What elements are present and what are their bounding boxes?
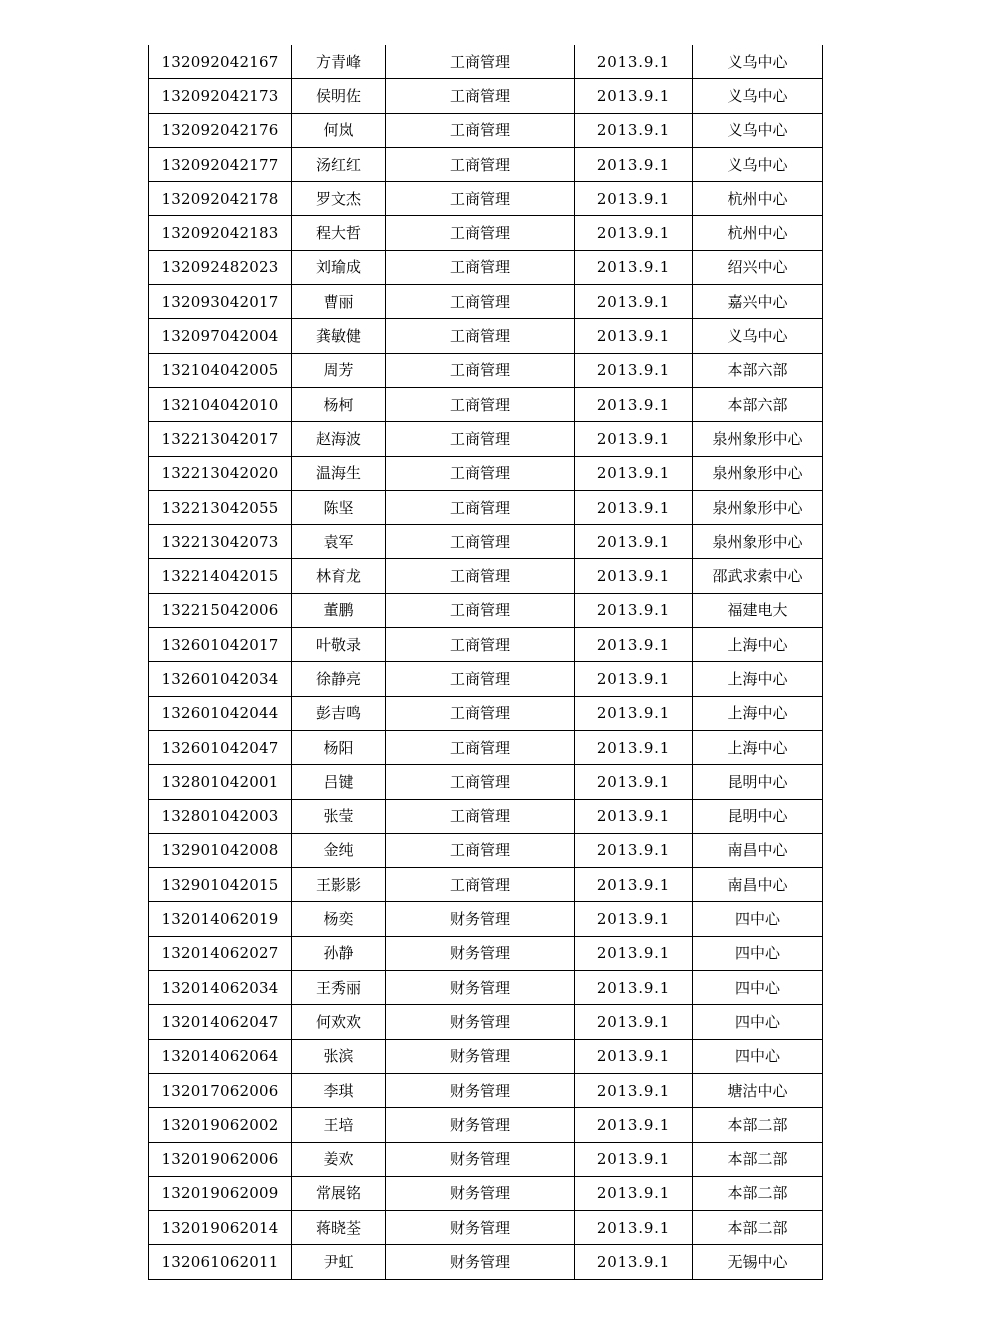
major-cell: 工商管理	[386, 799, 575, 833]
enrollment-date-cell: 2013.9.1	[575, 1073, 693, 1107]
student-id-cell: 132014062027	[149, 936, 292, 970]
student-roster-table	[148, 45, 823, 1280]
table-row	[149, 525, 823, 559]
table-row	[149, 387, 823, 421]
student-name-cell: 温海生	[292, 456, 386, 490]
student-name-cell: 方青峰	[292, 45, 386, 79]
enrollment-date-cell: 2013.9.1	[575, 696, 693, 730]
student-name-cell: 杨奕	[292, 902, 386, 936]
table-row	[149, 456, 823, 490]
study-center-cell: 四中心	[693, 936, 823, 970]
table-row	[149, 250, 823, 284]
student-id-cell: 132097042004	[149, 319, 292, 353]
major-cell: 财务管理	[386, 1005, 575, 1039]
major-cell: 工商管理	[386, 216, 575, 250]
study-center-cell: 泉州象形中心	[693, 490, 823, 524]
student-name-cell: 金纯	[292, 833, 386, 867]
enrollment-date-cell: 2013.9.1	[575, 1142, 693, 1176]
study-center-cell: 嘉兴中心	[693, 285, 823, 319]
enrollment-date-cell: 2013.9.1	[575, 868, 693, 902]
major-cell: 工商管理	[386, 353, 575, 387]
study-center-cell: 义乌中心	[693, 319, 823, 353]
student-id-cell: 132061062011	[149, 1245, 292, 1279]
major-cell: 工商管理	[386, 628, 575, 662]
major-cell: 工商管理	[386, 833, 575, 867]
student-name-cell: 王影影	[292, 868, 386, 902]
major-cell: 财务管理	[386, 1176, 575, 1210]
student-id-cell: 132214042015	[149, 559, 292, 593]
student-id-cell: 132092042176	[149, 113, 292, 147]
major-cell: 工商管理	[386, 662, 575, 696]
major-cell: 工商管理	[386, 868, 575, 902]
study-center-cell: 义乌中心	[693, 113, 823, 147]
study-center-cell: 绍兴中心	[693, 250, 823, 284]
enrollment-date-cell: 2013.9.1	[575, 902, 693, 936]
enrollment-date-cell: 2013.9.1	[575, 1245, 693, 1279]
study-center-cell: 上海中心	[693, 730, 823, 764]
student-id-cell: 132104042010	[149, 387, 292, 421]
major-cell: 工商管理	[386, 182, 575, 216]
student-name-cell: 蒋晓荃	[292, 1211, 386, 1245]
enrollment-date-cell: 2013.9.1	[575, 147, 693, 181]
student-id-cell: 132215042006	[149, 593, 292, 627]
table-row	[149, 1176, 823, 1210]
enrollment-date-cell: 2013.9.1	[575, 1005, 693, 1039]
major-cell: 工商管理	[386, 559, 575, 593]
study-center-cell: 昆明中心	[693, 799, 823, 833]
enrollment-date-cell: 2013.9.1	[575, 662, 693, 696]
table-row	[149, 696, 823, 730]
study-center-cell: 义乌中心	[693, 45, 823, 79]
table-row	[149, 1039, 823, 1073]
table-row	[149, 353, 823, 387]
student-id-cell: 132014062019	[149, 902, 292, 936]
major-cell: 工商管理	[386, 730, 575, 764]
student-id-cell: 132104042005	[149, 353, 292, 387]
student-name-cell: 姜欢	[292, 1142, 386, 1176]
student-name-cell: 尹虹	[292, 1245, 386, 1279]
student-name-cell: 董鹏	[292, 593, 386, 627]
enrollment-date-cell: 2013.9.1	[575, 182, 693, 216]
major-cell: 财务管理	[386, 902, 575, 936]
table-row	[149, 902, 823, 936]
major-cell: 工商管理	[386, 765, 575, 799]
enrollment-date-cell: 2013.9.1	[575, 833, 693, 867]
study-center-cell: 本部二部	[693, 1142, 823, 1176]
enrollment-date-cell: 2013.9.1	[575, 971, 693, 1005]
table-row	[149, 216, 823, 250]
major-cell: 工商管理	[386, 113, 575, 147]
table-row	[149, 868, 823, 902]
student-id-cell: 132092042167	[149, 45, 292, 79]
student-name-cell: 吕键	[292, 765, 386, 799]
major-cell: 工商管理	[386, 456, 575, 490]
student-id-cell: 132213042017	[149, 422, 292, 456]
table-row	[149, 1211, 823, 1245]
major-cell: 工商管理	[386, 387, 575, 421]
major-cell: 工商管理	[386, 593, 575, 627]
student-id-cell: 132019062014	[149, 1211, 292, 1245]
study-center-cell: 福建电大	[693, 593, 823, 627]
enrollment-date-cell: 2013.9.1	[575, 1108, 693, 1142]
student-id-cell: 132213042073	[149, 525, 292, 559]
major-cell: 工商管理	[386, 490, 575, 524]
student-name-cell: 常展铭	[292, 1176, 386, 1210]
student-id-cell: 132093042017	[149, 285, 292, 319]
student-name-cell: 周芳	[292, 353, 386, 387]
table-row	[149, 1005, 823, 1039]
student-name-cell: 王秀丽	[292, 971, 386, 1005]
student-id-cell: 132014062064	[149, 1039, 292, 1073]
student-id-cell: 132901042015	[149, 868, 292, 902]
student-id-cell: 132014062047	[149, 1005, 292, 1039]
table-row	[149, 1073, 823, 1107]
student-id-cell: 132801042001	[149, 765, 292, 799]
enrollment-date-cell: 2013.9.1	[575, 559, 693, 593]
enrollment-date-cell: 2013.9.1	[575, 387, 693, 421]
study-center-cell: 杭州中心	[693, 216, 823, 250]
roster-body	[149, 45, 823, 1279]
major-cell: 财务管理	[386, 1108, 575, 1142]
table-row	[149, 147, 823, 181]
study-center-cell: 无锡中心	[693, 1245, 823, 1279]
student-name-cell: 赵海波	[292, 422, 386, 456]
table-row	[149, 113, 823, 147]
major-cell: 财务管理	[386, 1039, 575, 1073]
student-name-cell: 袁军	[292, 525, 386, 559]
study-center-cell: 义乌中心	[693, 79, 823, 113]
student-id-cell: 132092042177	[149, 147, 292, 181]
student-id-cell: 132019062009	[149, 1176, 292, 1210]
student-name-cell: 刘瑜成	[292, 250, 386, 284]
student-name-cell: 杨阳	[292, 730, 386, 764]
table-row	[149, 628, 823, 662]
student-name-cell: 程大哲	[292, 216, 386, 250]
study-center-cell: 南昌中心	[693, 833, 823, 867]
study-center-cell: 本部六部	[693, 387, 823, 421]
major-cell: 工商管理	[386, 250, 575, 284]
enrollment-date-cell: 2013.9.1	[575, 456, 693, 490]
table-row	[149, 79, 823, 113]
table-row	[149, 765, 823, 799]
student-id-cell: 132092042178	[149, 182, 292, 216]
study-center-cell: 本部六部	[693, 353, 823, 387]
student-id-cell: 132092042173	[149, 79, 292, 113]
table-row	[149, 662, 823, 696]
student-id-cell: 132601042047	[149, 730, 292, 764]
enrollment-date-cell: 2013.9.1	[575, 113, 693, 147]
enrollment-date-cell: 2013.9.1	[575, 628, 693, 662]
study-center-cell: 上海中心	[693, 628, 823, 662]
major-cell: 财务管理	[386, 971, 575, 1005]
study-center-cell: 泉州象形中心	[693, 525, 823, 559]
enrollment-date-cell: 2013.9.1	[575, 422, 693, 456]
student-name-cell: 徐静亮	[292, 662, 386, 696]
student-name-cell: 陈坚	[292, 490, 386, 524]
enrollment-date-cell: 2013.9.1	[575, 353, 693, 387]
enrollment-date-cell: 2013.9.1	[575, 79, 693, 113]
table-row	[149, 559, 823, 593]
table-row	[149, 593, 823, 627]
study-center-cell: 杭州中心	[693, 182, 823, 216]
student-id-cell: 132601042044	[149, 696, 292, 730]
study-center-cell: 泉州象形中心	[693, 422, 823, 456]
major-cell: 财务管理	[386, 1245, 575, 1279]
enrollment-date-cell: 2013.9.1	[575, 799, 693, 833]
student-name-cell: 孙静	[292, 936, 386, 970]
major-cell: 财务管理	[386, 1073, 575, 1107]
student-id-cell: 132019062002	[149, 1108, 292, 1142]
major-cell: 工商管理	[386, 696, 575, 730]
student-name-cell: 叶敬录	[292, 628, 386, 662]
table-row	[149, 182, 823, 216]
study-center-cell: 昆明中心	[693, 765, 823, 799]
table-row	[149, 936, 823, 970]
enrollment-date-cell: 2013.9.1	[575, 730, 693, 764]
enrollment-date-cell: 2013.9.1	[575, 525, 693, 559]
table-row	[149, 730, 823, 764]
table-row	[149, 422, 823, 456]
table-row	[149, 319, 823, 353]
enrollment-date-cell: 2013.9.1	[575, 490, 693, 524]
study-center-cell: 南昌中心	[693, 868, 823, 902]
major-cell: 工商管理	[386, 525, 575, 559]
study-center-cell: 四中心	[693, 1039, 823, 1073]
major-cell: 财务管理	[386, 1142, 575, 1176]
table-row	[149, 833, 823, 867]
major-cell: 工商管理	[386, 285, 575, 319]
table-row	[149, 490, 823, 524]
student-name-cell: 罗文杰	[292, 182, 386, 216]
major-cell: 工商管理	[386, 422, 575, 456]
student-name-cell: 曹丽	[292, 285, 386, 319]
enrollment-date-cell: 2013.9.1	[575, 1039, 693, 1073]
student-name-cell: 龚敏健	[292, 319, 386, 353]
study-center-cell: 四中心	[693, 971, 823, 1005]
study-center-cell: 塘沽中心	[693, 1073, 823, 1107]
enrollment-date-cell: 2013.9.1	[575, 1211, 693, 1245]
student-id-cell: 132014062034	[149, 971, 292, 1005]
student-id-cell: 132901042008	[149, 833, 292, 867]
enrollment-date-cell: 2013.9.1	[575, 593, 693, 627]
table-row	[149, 971, 823, 1005]
enrollment-date-cell: 2013.9.1	[575, 216, 693, 250]
enrollment-date-cell: 2013.9.1	[575, 319, 693, 353]
student-id-cell: 132213042020	[149, 456, 292, 490]
table-row	[149, 1142, 823, 1176]
major-cell: 工商管理	[386, 319, 575, 353]
student-id-cell: 132092042183	[149, 216, 292, 250]
enrollment-date-cell: 2013.9.1	[575, 285, 693, 319]
student-name-cell: 王培	[292, 1108, 386, 1142]
student-name-cell: 张滨	[292, 1039, 386, 1073]
student-name-cell: 杨柯	[292, 387, 386, 421]
student-id-cell: 132213042055	[149, 490, 292, 524]
student-id-cell: 132801042003	[149, 799, 292, 833]
study-center-cell: 本部二部	[693, 1108, 823, 1142]
student-name-cell: 何欢欢	[292, 1005, 386, 1039]
enrollment-date-cell: 2013.9.1	[575, 1176, 693, 1210]
major-cell: 财务管理	[386, 1211, 575, 1245]
table-row	[149, 799, 823, 833]
major-cell: 财务管理	[386, 936, 575, 970]
study-center-cell: 上海中心	[693, 662, 823, 696]
student-id-cell: 132601042017	[149, 628, 292, 662]
study-center-cell: 本部二部	[693, 1176, 823, 1210]
study-center-cell: 四中心	[693, 1005, 823, 1039]
major-cell: 工商管理	[386, 79, 575, 113]
enrollment-date-cell: 2013.9.1	[575, 765, 693, 799]
table-row	[149, 45, 823, 79]
study-center-cell: 上海中心	[693, 696, 823, 730]
student-name-cell: 何岚	[292, 113, 386, 147]
student-id-cell: 132019062006	[149, 1142, 292, 1176]
student-name-cell: 侯明佐	[292, 79, 386, 113]
study-center-cell: 义乌中心	[693, 147, 823, 181]
student-name-cell: 林育龙	[292, 559, 386, 593]
study-center-cell: 泉州象形中心	[693, 456, 823, 490]
student-id-cell: 132601042034	[149, 662, 292, 696]
study-center-cell: 本部二部	[693, 1211, 823, 1245]
student-id-cell: 132092482023	[149, 250, 292, 284]
table-row	[149, 1245, 823, 1279]
student-id-cell: 132017062006	[149, 1073, 292, 1107]
table-row	[149, 1108, 823, 1142]
study-center-cell: 四中心	[693, 902, 823, 936]
study-center-cell: 邵武求索中心	[693, 559, 823, 593]
student-name-cell: 李琪	[292, 1073, 386, 1107]
enrollment-date-cell: 2013.9.1	[575, 45, 693, 79]
enrollment-date-cell: 2013.9.1	[575, 250, 693, 284]
table-row	[149, 285, 823, 319]
major-cell: 工商管理	[386, 45, 575, 79]
enrollment-date-cell: 2013.9.1	[575, 936, 693, 970]
student-name-cell: 彭吉鸣	[292, 696, 386, 730]
student-name-cell: 汤红红	[292, 147, 386, 181]
student-name-cell: 张莹	[292, 799, 386, 833]
major-cell: 工商管理	[386, 147, 575, 181]
